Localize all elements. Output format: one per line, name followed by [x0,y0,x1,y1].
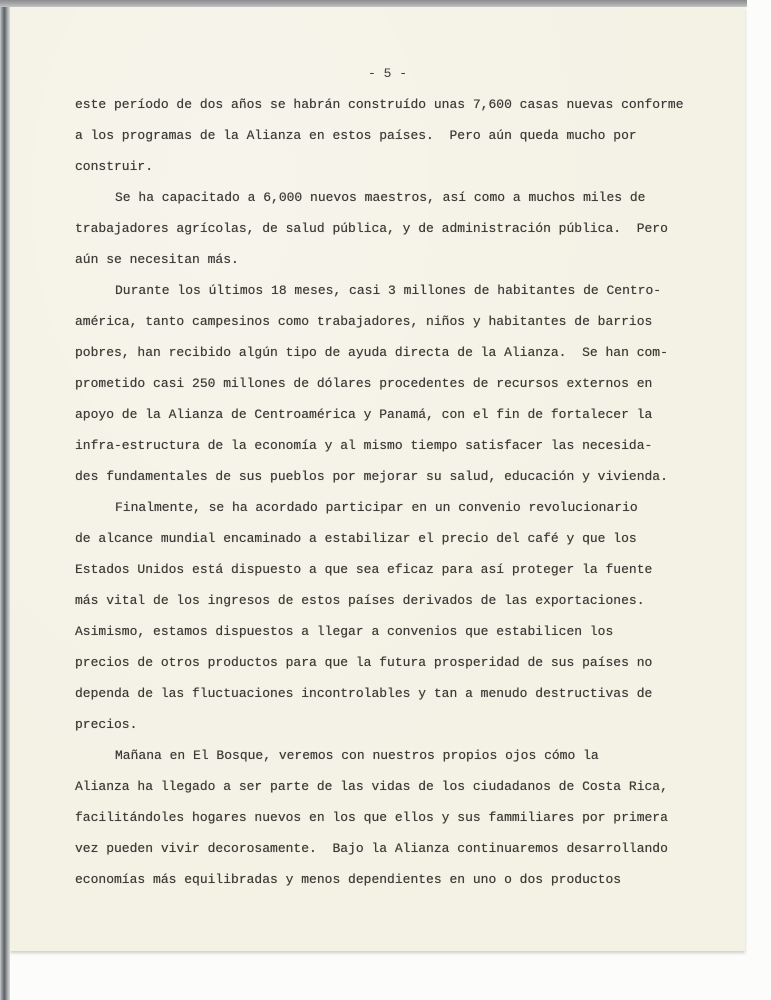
paragraph [75,492,700,740]
text-line: Finalmente, se ha acordado participar en un convenio revolucionario [115,500,638,515]
text-line: apoyo de la Alianza de Centroamérica y Panamá, con el fin de fortalecer la [75,407,653,422]
scan-edge-top [0,0,747,7]
text-line: a los programas de la Alianza en estos países. Pero aún queda mucho por [75,128,637,143]
text-line: construir. [75,159,154,174]
text-line: este período de dos años se habrán construído unas 7,600 casas nuevas conforme [75,97,684,112]
text-line: Alianza ha llegado a ser parte de las vidas de los ciudadanos de Costa Rica, [75,779,668,794]
text-line: américa, tanto campesinos como trabajadores, niños y habitantes de barrios [75,314,653,329]
text-line: prometido casi 250 millones de dólares procedentes de recursos externos en [75,376,653,391]
text-line: de alcance mundial encaminado a estabilizar el precio del café y que los [75,531,637,546]
text-line: facilitándoles hogares nuevos en los que ellos y sus fammiliares por primera [75,810,668,825]
text-line: precios de otros productos para que la futura prosperidad de sus países no [75,655,653,670]
paragraph [75,182,700,275]
text-line: Asimismo, estamos dispuestos a llegar a convenios que estabilicen los [75,624,614,639]
text-line: dependa de las fluctuaciones incontrolables y tan a menudo destructivas de [75,686,653,701]
text-line: Mañana en El Bosque, veremos con nuestros propios ojos cómo la [115,748,599,763]
paragraph [75,89,700,182]
text-line: pobres, han recibido algún tipo de ayuda directa de la Alianza. Se han com- [75,345,668,360]
page-number: - 5 - [367,66,407,81]
text-line: más vital de los ingresos de estos países derivados de las exportaciones. [75,593,645,608]
text-line: Se ha capacitado a 6,000 nuevos maestros, así como a muchos miles de [115,190,646,205]
text-line: Estados Unidos está dispuesto a que sea eficaz para así proteger la fuente [75,562,653,577]
text-line: aún se necesitan más. [75,252,239,267]
text-line: trabajadores agrícolas, de salud pública, y de administración pública. Pero [75,221,668,236]
text-line: economías más equilibradas y menos dependientes en uno o dos productos [75,872,622,887]
text-line: des fundamentales de sus pueblos por mejorar su salud, educación y vivienda. [75,469,668,484]
text-line: precios. [75,717,138,732]
paragraph [75,275,700,492]
paragraph [75,740,700,895]
document-page [10,7,745,951]
text-line: Durante los últimos 18 meses, casi 3 millones de habitantes de Centro- [115,283,662,298]
text-line: vez pueden vivir decorosamente. Bajo la Alianza continuaremos desarrollando [75,841,668,856]
scan-edge-left [0,0,10,1000]
text-line: infra-estructura de la economía y al mismo tiempo satisfacer las necesida- [75,438,653,453]
document-body [75,89,700,895]
